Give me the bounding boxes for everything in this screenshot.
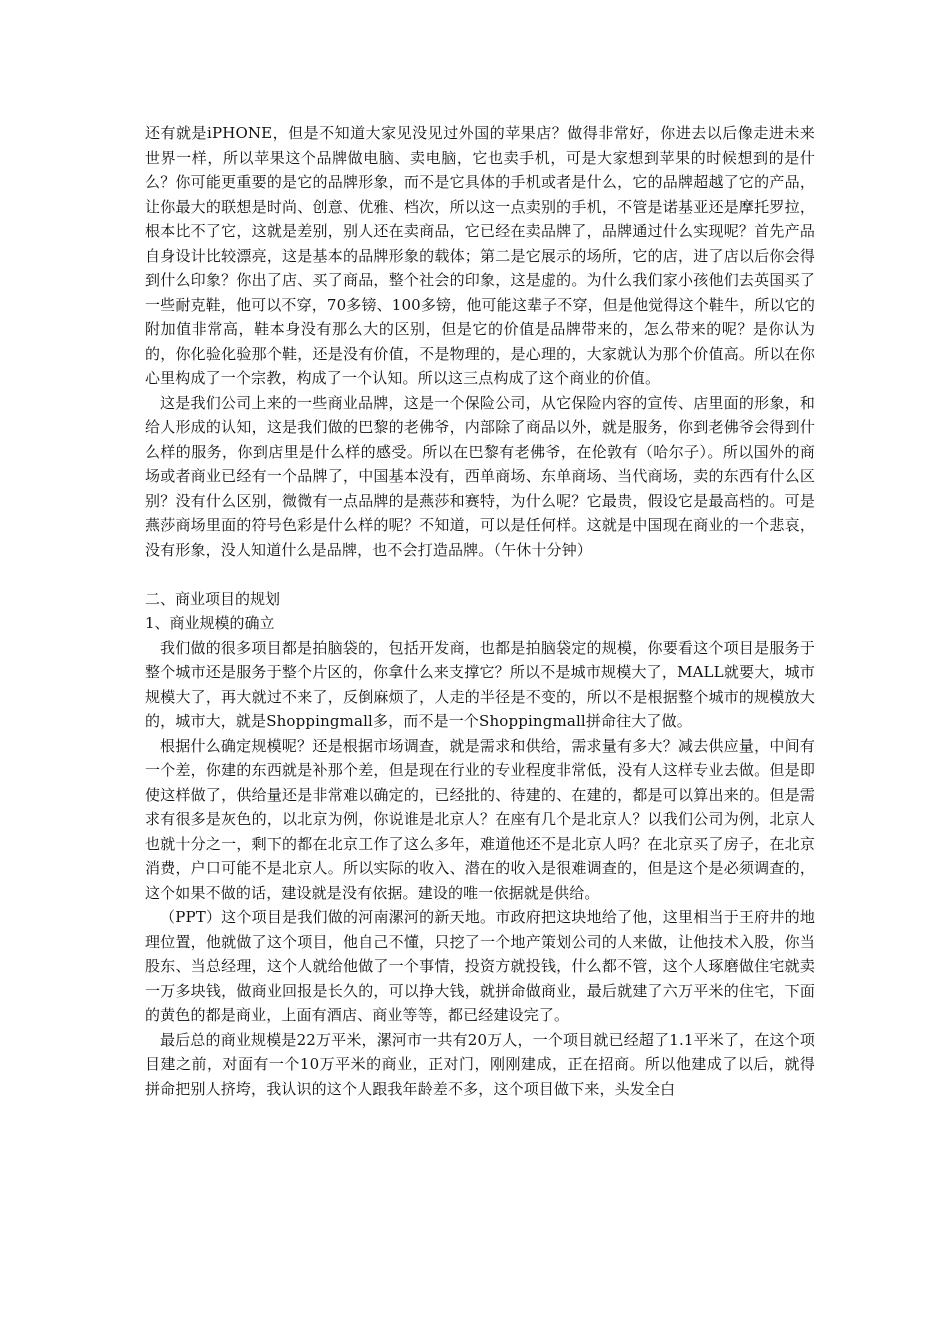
paragraph-market-research: 根据什么确定规模呢？还是根据市场调查，就是需求和供给，需求量有多大？减去供应量，中间有一个差，你建的东西就是补那个差，但是现在行业的专业程度非常低，没有人这样专业去做。但是即使这样做了，供给量还是非常难以确定的，已经批的、待建的、在建的，都是可以算出来的。但是需求有很多是灰色的，以北京为例，你说谁是北京人？在座有几个是北京人？以我们公司为例，北京人也就十分之一，剩下的都在北京工作了这么多年，难道他还不是北京人吗？在北京买了房子，在北京消费，户口可能不是北京人。所以实际的收入、潜在的收入是很难调查的，但是这个是必须调查的，这个如果不做的话，建设就是没有依据。建设的唯一依据就是供给。 — [145, 736, 815, 902]
section-heading: 二、商业项目的规划 — [145, 589, 281, 608]
paragraph-commercial-scale: 最后总的商业规模是22万平米，漯河市一共有20万人，一个项目就已经超了1.1平米了，在这个项目建之前，对面有一个10万平米的商业，正对门，刚刚建成，正在招商。所以他建成了以后，就得拼命把别人挤垮，我认识的这个人跟我年龄差不多，这个项目做下来，头发全白 — [145, 1030, 815, 1098]
subsection-heading: 1、商业规模的确立 — [145, 614, 275, 632]
paragraph-project-scale: 我们做的很多项目都是拍脑袋的，包括开发商，也都是拍脑袋定的规模，你要看这个项目是服务于整个城市还是服务于整个片区的，你拿什么来支撑它？所以不是城市规模大了，MALL就要大，城市规模大了，再大就过不来了，反倒麻烦了，人走的半径是不变的，所以不是根据整个城市的规模放大的，城市大，就是Shoppingmall多，而不是一个Shoppingmall拼命往大了做。 — [145, 638, 815, 730]
paragraph-company-brands: 这是我们公司上来的一些商业品牌，这是一个保险公司，从它保险内容的宣传、店里面的形象，和给人形成的认知，这是我们做的巴黎的老佛爷，内部除了商品以外，就是服务，你到老佛爷会得到什么样的服务，你到店里是什么样的感受。所以在巴黎有老佛爷，在伦敦有（哈尔子）。所以国外的商场或者商业已经有一个品牌了，中国基本没有，西单商场、东单商场、当代商场，卖的东西有什么区别？没有什么区别，微微有一点品牌的是燕莎和赛特，为什么呢？它最贵，假设它是最高档的。可是燕莎商场里面的符号色彩是什么样的呢？不知道，可以是任何样。这就是中国现在商业的一个悲哀，没有形象，没人知道什么是品牌，也不会打造品牌。（午休十分钟） — [145, 393, 815, 559]
paragraph-apple-brand: 还有就是iPHONE，但是不知道大家见没见过外国的苹果店？做得非常好，你进去以后像走进未来世界一样，所以苹果这个品牌做电脑、卖电脑，它也卖手机，可是大家想到苹果的时候想到的是什么？你可能更重要的是它的品牌形象，而不是它具体的手机或者是什么，它的品牌超越了它的产品，让你最大的联想是时尚、创意、优雅、档次，所以这一点卖别的手机，不管是诺基亚还是摩托罗拉，根本比不了它，这就是差别，别人还在卖商品，它已经在卖品牌了，品牌通过什么实现呢？首先产品自身设计比较漂亮，这是基本的品牌形象的载体；第二是它展示的场所，它的店，进了店以后你会得到什么印象？你出了店、买了商品，整个社会的印象，这是虚的。为什么我们家小孩他们去英国买了一些耐克鞋，他可以不穿，70多镑、100多镑，他可能这辈子不穿，但是他觉得这个鞋牛，所以它的附加值非常高，鞋本身没有那么大的区别，但是它的价值是品牌带来的，怎么带来的呢？是你认为的，你化验化验那个鞋，还是没有价值，不是物理的，是心理的，大家就认为那个价值高。所以在你心里构成了一个宗教，构成了一个认知。所以这三点构成了这个商业的价值。 — [145, 124, 815, 387]
paragraph-luohe-project: （PPT）这个项目是我们做的河南漯河的新天地。市政府把这块地给了他，这里相当于王府井的地理位置，他就做了这个项目，他自己不懂，只挖了一个地产策划公司的人来做，让他技术入股，你当股东、当总经理，这个人就给他做了一个事情，投资方就投钱，什么都不管，这个人琢磨做住宅就卖一万多块钱，做商业回报是长久的，可以挣大钱，就拼命做商业，最后就建了六万平米的住宅，下面的黄色的都是商业，上面有酒店、商业等等，都已经建设完了。 — [145, 908, 815, 1024]
document-page — [145, 121, 815, 1101]
blank-line — [145, 562, 815, 587]
